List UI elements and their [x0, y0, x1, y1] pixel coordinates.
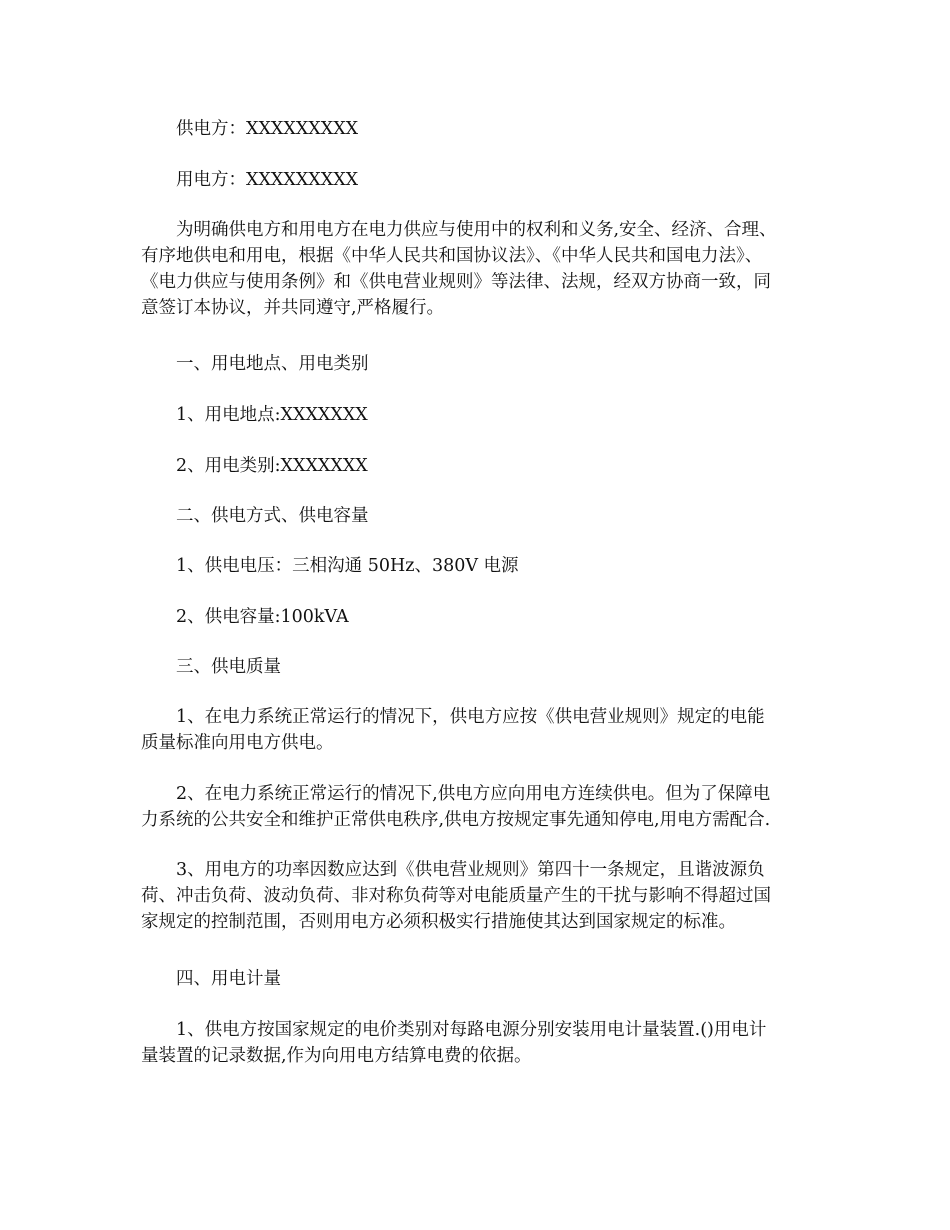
intro-line: 为明确供电方和用电方在电力供应与使用中的权利和义务,安全、经济、合理、 — [176, 220, 777, 240]
section-2-item-1 — [141, 553, 821, 579]
section-3-item-2-line: 力系统的公共安全和维护正常供电秩序,供电方按规定事先通知停电,用电方需配合. — [141, 810, 771, 830]
consumer-line — [141, 167, 821, 193]
section-3-item-3 — [141, 857, 821, 935]
section-4-item-1 — [141, 1017, 821, 1069]
consumer-text: 用电方：XXXXXXXXX — [176, 170, 359, 190]
supplier-text: 供电方：XXXXXXXXX — [176, 119, 359, 139]
intro-line: 《电力供应与使用条例》和《供电营业规则》等法律、法规，经双方协商一致，同 — [141, 272, 771, 292]
section-1-title: 一、用电地点、用电类别 — [176, 354, 369, 374]
section-3-item-3-line: 家规定的控制范围，否则用电方必须积极实行措施使其达到国家规定的标准。 — [141, 912, 736, 932]
section-4-title: 四、用电计量 — [176, 969, 281, 989]
section-2-heading — [141, 503, 821, 529]
section-1-item-1 — [141, 402, 821, 428]
section-3-item-2 — [141, 781, 821, 833]
section-1-item-1-text: 1、用电地点:XXXXXXX — [176, 405, 368, 425]
section-2-item-1-text: 1、供电电压：三相沟通 50Hz、380V 电源 — [176, 556, 519, 576]
supplier-line — [141, 116, 821, 142]
intro-paragraph — [141, 217, 821, 321]
intro-line: 有序地供电和用电，根据《中华人民共和国协议法》、《中华人民共和国电力法》、 — [141, 246, 763, 266]
section-1-heading — [141, 351, 821, 377]
section-3-item-1 — [141, 704, 821, 756]
section-2-item-2-text: 2、供电容量:100kVA — [176, 607, 349, 627]
section-3-item-1-line: 质量标准向用电方供电。 — [141, 733, 334, 753]
section-3-item-1-line: 1、在电力系统正常运行的情况下，供电方应按《供电营业规则》规定的电能 — [176, 707, 765, 727]
section-1-item-2 — [141, 453, 821, 479]
section-2-item-2 — [141, 604, 821, 630]
intro-line: 意签订本协议，并共同遵守,严格履行。 — [141, 298, 445, 318]
section-3-title: 三、供电质量 — [176, 657, 281, 677]
section-3-item-3-line: 荷、冲击负荷、波动负荷、非对称负荷等对电能质量产生的干扰与影响不得超过国 — [141, 886, 771, 906]
section-3-item-2-line: 2、在电力系统正常运行的情况下,供电方应向用电方连续供电。但为了保障电 — [176, 784, 771, 804]
section-4-item-1-line: 1、供电方按国家规定的电价类别对每路电源分别安装用电计量装置.()用电计 — [176, 1020, 767, 1040]
section-2-title: 二、供电方式、供电容量 — [176, 506, 369, 526]
section-4-item-1-line: 量装置的记录数据,作为向用电方结算电费的依据。 — [141, 1046, 532, 1066]
section-3-item-3-line: 3、用电方的功率因数应达到《供电营业规则》第四十一条规定，且谐波源负 — [176, 860, 765, 880]
section-4-heading — [141, 966, 821, 992]
section-1-item-2-text: 2、用电类别:XXXXXXX — [176, 456, 368, 476]
section-3-heading — [141, 654, 821, 680]
